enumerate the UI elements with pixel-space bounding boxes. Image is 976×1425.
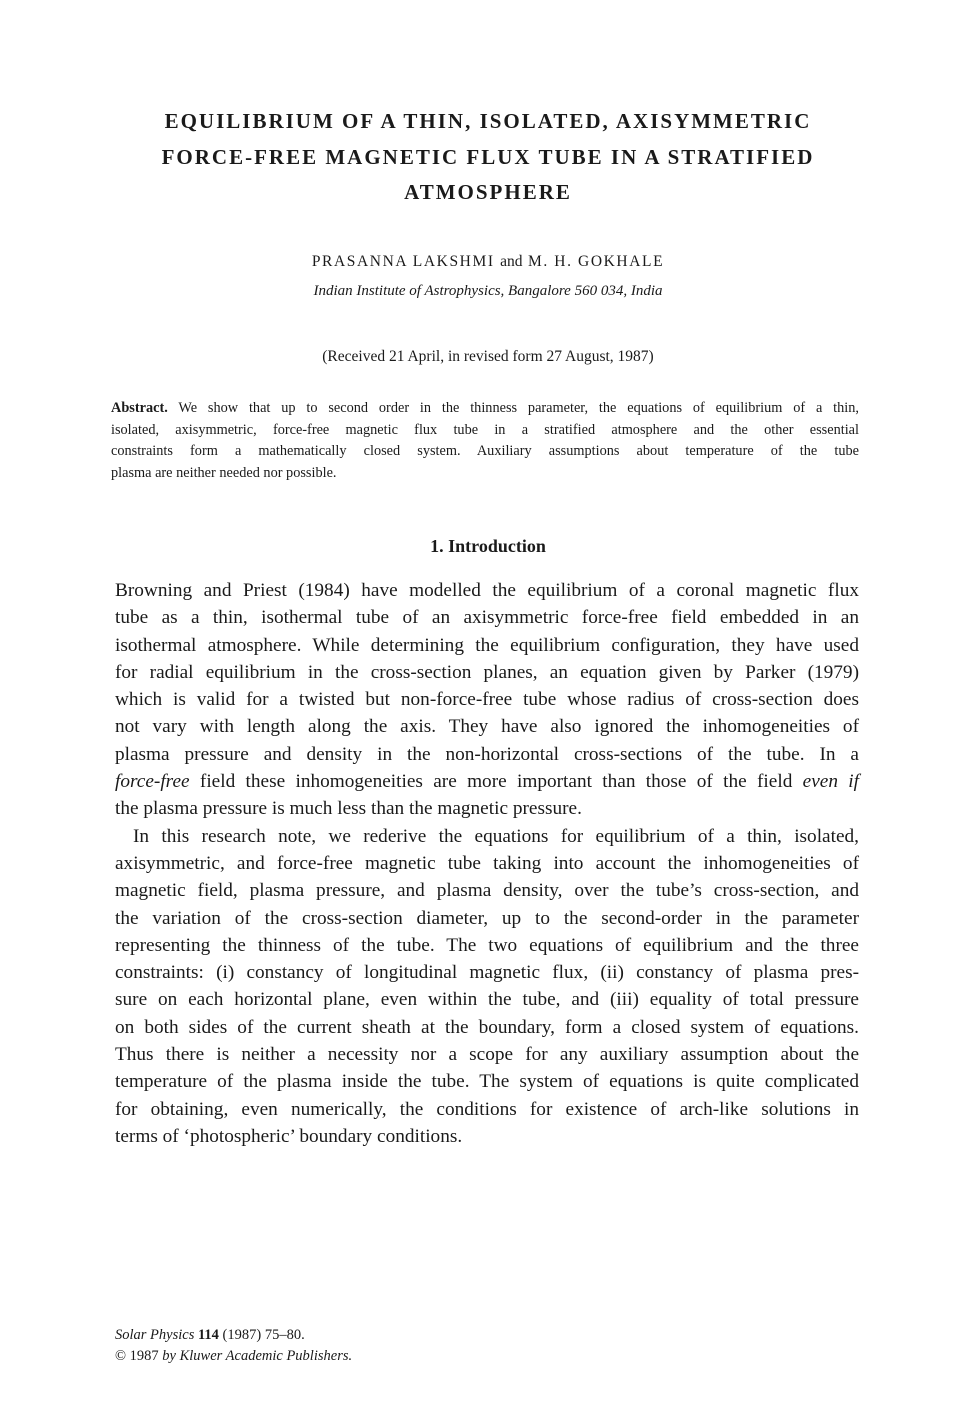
journal-name: Solar Physics	[115, 1327, 195, 1343]
paragraph-1-line: not vary with length along the axis. They have also ignored the inhomogeneities of	[115, 716, 859, 738]
citation-line	[115, 1325, 352, 1346]
abstract-line: isolated, axisymmetric, force-free magnetic flux tube in a stratified atmosphere and the other essential	[111, 421, 859, 438]
copyright-line	[115, 1346, 352, 1367]
paragraph-1-line: the plasma pressure is much less than the magnetic pressure.	[115, 798, 582, 820]
paragraph-2-line: In this research note, we rederive the equations for equilibrium of a thin, isolated,	[133, 825, 859, 847]
paper-title	[110, 104, 866, 211]
author-name: M. H. GOKHALE	[527, 253, 665, 270]
volume-number: 114	[197, 1327, 219, 1343]
paragraph-2-line: magnetic field, plasma pressure, and plasma density, over the tube’s cross-section, and	[115, 880, 859, 902]
paragraph-1-line: which is valid for a twisted but non-force-free tube whose radius of cross-section does	[115, 689, 859, 711]
author-name: PRASANNA LAKSHMI	[311, 253, 495, 270]
received-dates: (Received 21 April, in revised form 27 August, 1987)	[322, 348, 654, 365]
abstract-label: Abstract.	[111, 400, 168, 416]
abstract-line: constraints form a mathematically closed system. Auxiliary assumptions about temperature of the tube	[111, 443, 859, 459]
emphasis: even if	[802, 771, 859, 793]
section-title: Introduction	[448, 536, 546, 556]
copyright-symbol: © 1987	[115, 1348, 163, 1364]
emphasis: force-free	[115, 771, 190, 793]
paragraph-1-line: Browning and Priest (1984) have modelled the equilibrium of a coronal magnetic flux	[115, 580, 859, 601]
paragraph-2-line: axisymmetric, and force-free magnetic tube taking into account the inhomogeneities of	[115, 852, 859, 874]
paragraph-1-line: for radial equilibrium in the cross-section planes, an equation given by Parker (1979)	[115, 661, 859, 683]
affiliation: Indian Institute of Astrophysics, Bangalore 560 034, India	[313, 283, 663, 299]
body-text	[115, 577, 859, 1150]
paragraph-2-line: the variation of the cross-section diameter, up to the second-order in the parameter	[115, 907, 859, 929]
section-number: 1.	[430, 536, 444, 556]
paragraph-2-line: terms of ‘photospheric’ boundary conditions.	[115, 1125, 463, 1147]
paragraph-1-line: plasma pressure and density in the non-horizontal cross-sections of the tube. In a	[115, 743, 859, 765]
abstract-line: Abstract. We show that up to second order in the thinness parameter, the equations of equilibrium of a thin,	[111, 400, 859, 416]
publisher-name: by Kluwer Academic Publishers.	[162, 1348, 353, 1364]
title-line: ATMOSPHERE	[404, 180, 572, 204]
page-footer	[115, 1325, 352, 1367]
abstract-line: plasma are neither needed nor possible.	[111, 464, 337, 481]
title-line: EQUILIBRIUM OF A THIN, ISOLATED, AXISYMMETRIC	[164, 109, 812, 133]
abstract	[111, 398, 859, 484]
year-pages: (1987) 75–80.	[218, 1327, 305, 1343]
paragraph-2-line: temperature of the plasma inside the tube. The system of equations is quite complicated	[115, 1071, 859, 1093]
paragraph-2-line: representing the thinness of the tube. The two equations of equilibrium and the three	[115, 934, 859, 956]
section-heading	[0, 536, 976, 557]
paragraph-2-line: sure on each horizontal plane, even within the tube, and (iii) equality of total pressure	[115, 989, 859, 1011]
paragraph-2-line: on both sides of the current sheath at the boundary, form a closed system of equations.	[115, 1016, 859, 1038]
author-list	[0, 253, 976, 271]
paragraph-2-line: constraints: (i) constancy of longitudinal magnetic flux, (ii) constancy of plasma pres-	[115, 962, 859, 984]
paragraph-1-line: isothermal atmosphere. While determining the equilibrium configuration, they have used	[115, 634, 859, 656]
title-line: FORCE-FREE MAGNETIC FLUX TUBE IN A STRATIFIED	[161, 144, 815, 169]
paragraph-2-line: for obtaining, even numerically, the conditions for existence of arch-like solutions in	[115, 1098, 859, 1120]
paragraph-1-line: force-free field these inhomogeneities are more important than those of the field even if	[115, 771, 859, 793]
author-conjunction: and	[500, 253, 523, 270]
paragraph-1-line: tube as a thin, isothermal tube of an axisymmetric force-free field embedded in an	[115, 607, 859, 629]
paragraph-2-line: Thus there is neither a necessity nor a scope for any auxiliary assumption about the	[115, 1044, 859, 1066]
